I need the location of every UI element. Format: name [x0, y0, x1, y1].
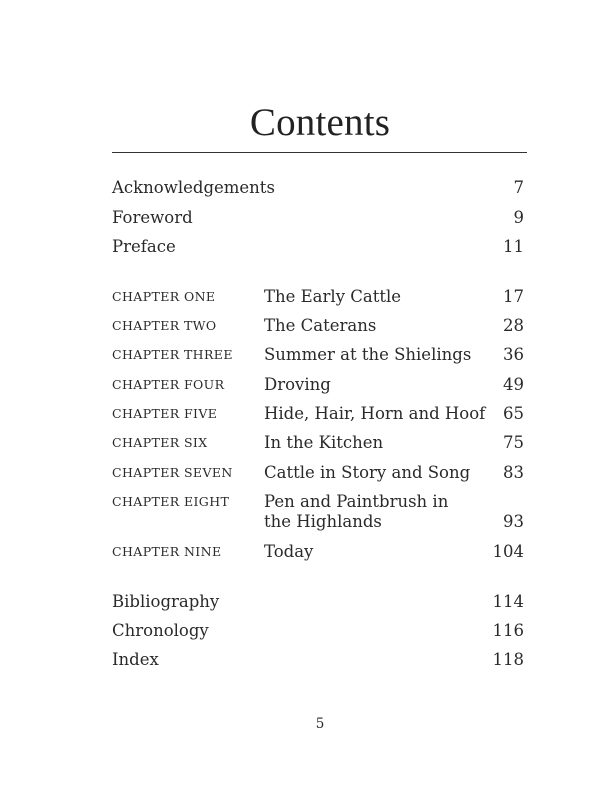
toc-chapter-five [112, 403, 524, 425]
chapter-title: Droving [264, 375, 331, 394]
toc-page-number: 49 [503, 375, 524, 394]
chapter-label: CHAPTER TWO [112, 318, 217, 333]
toc-chapter-seven [112, 462, 524, 484]
chapter-title: The Early Cattle [264, 287, 402, 306]
chapter-label: CHAPTER ONE [112, 289, 216, 304]
chapter-label: CHAPTER NINE [112, 544, 222, 559]
toc-page-number: 114 [492, 592, 524, 611]
chapter-label: CHAPTER SEVEN [112, 465, 233, 480]
chapter-title: In the Kitchen [264, 433, 384, 452]
toc-page-number: 75 [503, 433, 524, 452]
toc-entry-foreword [112, 207, 524, 229]
chapter-title: Hide, Hair, Horn and Hoof [264, 404, 486, 423]
toc-entry-label: Foreword [112, 208, 193, 227]
toc-chapter-six [112, 432, 524, 454]
chapter-label: CHAPTER SIX [112, 435, 208, 450]
toc-entry-index [112, 649, 524, 671]
chapter-title: Pen and Paintbrush in [264, 492, 449, 511]
toc-chapter-three [112, 344, 524, 366]
toc-page-number: 7 [513, 178, 524, 197]
toc-entry-chronology [112, 620, 524, 642]
page-number-folio: 5 [315, 716, 325, 732]
chapter-title: The Caterans [264, 316, 377, 335]
toc-entry-label: Acknowledgements [112, 178, 275, 197]
toc-chapter-eight [112, 491, 524, 533]
chapter-title-continued: the Highlands [264, 512, 382, 531]
toc-page-number: 36 [503, 345, 524, 364]
toc-entry-acknowledgements [112, 177, 524, 199]
toc-entry-label: Preface [112, 237, 176, 256]
toc-chapter-two [112, 315, 524, 337]
toc-page-number: 116 [492, 621, 524, 640]
toc-page-number: 28 [503, 316, 524, 335]
toc-entry-label: Bibliography [112, 592, 220, 611]
toc-page-number: 93 [503, 512, 524, 531]
chapter-title: Today [264, 542, 314, 561]
toc-page-number: 118 [492, 650, 524, 669]
toc-page-number: 11 [503, 237, 524, 256]
toc-entry-label: Chronology [112, 621, 209, 640]
chapter-label: CHAPTER THREE [112, 347, 233, 362]
toc-page-number: 83 [503, 463, 524, 482]
chapter-label: CHAPTER FOUR [112, 377, 225, 392]
chapter-title: Cattle in Story and Song [264, 463, 471, 482]
toc-chapter-nine [112, 541, 524, 563]
toc-chapter-one [112, 286, 524, 308]
toc-page-number: 17 [503, 287, 524, 306]
toc-entry-preface [112, 236, 524, 258]
title-rule [112, 152, 527, 153]
toc-entry-bibliography [112, 591, 524, 613]
page-title: Contents [249, 101, 391, 144]
chapter-label: CHAPTER EIGHT [112, 494, 230, 509]
toc-page-number: 104 [492, 542, 524, 561]
toc-page-number: 65 [503, 404, 524, 423]
toc-page-number: 9 [513, 208, 524, 227]
chapter-label: CHAPTER FIVE [112, 406, 218, 421]
toc-entry-label: Index [112, 650, 159, 669]
chapter-title: Summer at the Shielings [264, 345, 472, 364]
toc-chapter-four [112, 374, 524, 396]
